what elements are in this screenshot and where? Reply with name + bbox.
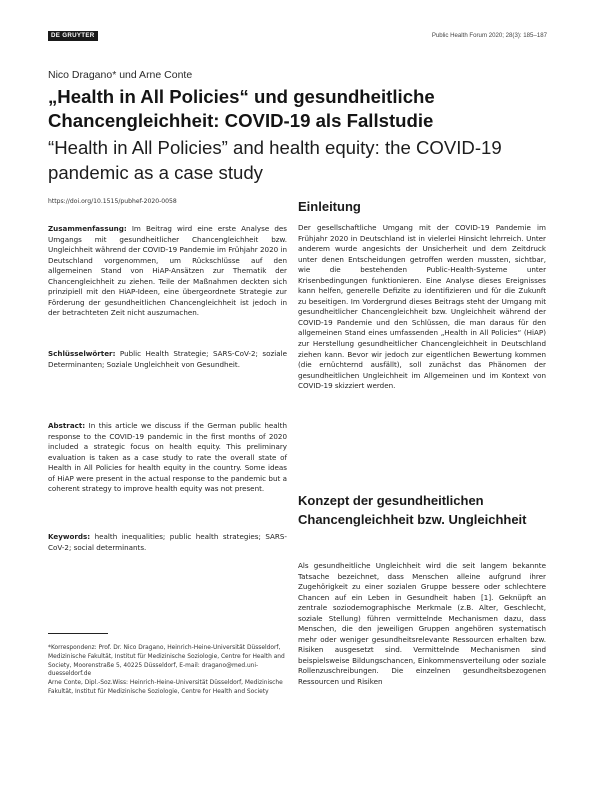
summary-label: Zusammenfassung: xyxy=(48,224,127,233)
title-german: „Health in All Policies“ und gesundheitliche Chancengleichheit: COVID-19 als Fallstudie xyxy=(48,86,435,131)
intro-text xyxy=(298,223,546,392)
abstract-block xyxy=(48,421,287,495)
keywords-de-text: Public Health Strategie; SARS-CoV-2; soziale Determinanten; Soziale Ungleichheit von Gesundheit. xyxy=(48,349,287,369)
keywords-en-block xyxy=(48,532,287,553)
abstract-text: In this article we discuss if the German public health response to the COVID-19 pandemic in the first months of 2020 included a strategic focus on health equity. This preliminary evaluation is taken as a case study to rate the overall state of Health in All Policies for health equity in the country. Some ideas of HiAP were present in the actual response to the pandemic but a coherent strategy to improve health equity was not present. xyxy=(48,421,287,494)
heading-einleitung: Einleitung xyxy=(298,199,361,214)
abstract-label: Abstract: xyxy=(48,421,86,430)
keywords-en-text: health inequalities; public health strategies; SARS-CoV-2; social determinants. xyxy=(48,532,287,552)
keywords-de-label: Schlüsselwörter: xyxy=(48,349,116,358)
footnote-correspondence: *Korrespondenz: Prof. Dr. Nico Dragano, Heinrich-Heine-Universität Düsseldorf, Medizinische Fakultät, Institut für Medizinische Soziologie, Centre for Health and Society, Moorenstraße 5, 40225 Düsseldorf, E-mail: dragano@med.uni-duesseldorf.de xyxy=(48,645,285,678)
summary-text: Im Beitrag wird eine erste Analyse des Umgangs mit gesundheitlicher Chancengleichheit bzw. Ungleichheit während der COVID-19 Pandemie im Frühjahr 2020 in Deutschland vorgenommen, um Rückschlüsse auf den allgemeinen Stand von HiAP-Ansätzen zur Thematik der Chancengleichheit zu ziehen. Teile der Maßnahmen deckten sich prinzipiell mit den HiAP-Ideen, eine übergeordnete Strategie zur Förderung der gesundheitlichen Chancengleichheit ist jedoch in der betrachteten Zeit nicht auszumachen. xyxy=(48,224,287,318)
keywords-en-label: Keywords: xyxy=(48,532,91,541)
heading-konzept: Konzept der gesundheitlichen Chancengleichheit bzw. Ungleichheit xyxy=(298,493,527,527)
concept-paragraph: Als gesundheitliche Ungleichheit wird die seit langem bekannte Tatsache bezeichnet, dass Menschen alleine aufgrund ihrer Zugehörigkeit zu einer sozialen Gruppe bessere oder schlechtere Chancen auf ein Leben in Gesundheit haben [1]. Geknüpft an zentrale soziodemographische Merkmale (z.B. Alter, Geschlecht, soziale Stellung) führen vermittelnde Mechanismen dazu, dass Menschen, die den jeweiligen Gruppen angehören systematisch mehr oder weniger gesundheitsrelevante Ressourcen erhalten bzw. Risiken ausgesetzt sind. Vermittelnde Mechanismen sind beispielsweise Bildungschancen, Einkommensverteilung oder soziale Rollenzuschreibungen. Die einzelnen gesundheitsbezogenen Ressourcen und Risiken xyxy=(298,561,546,687)
footnotes xyxy=(48,644,287,697)
title-english: “Health in All Policies” and health equity: the COVID-19 pandemic as a case study xyxy=(48,137,502,183)
keywords-de-block xyxy=(48,349,287,370)
intro-paragraph: Der gesellschaftliche Umgang mit der COVID-19 Pandemie im Frühjahr 2020 in Deutschland ist in vielerlei Hinsicht lehrreich. Unter anderem wurde angesichts der Unsicherheit und dem Zeitdruck unter denen Entscheidungen getroffen werden mussten, sichtbar, wie die bestehenden Public-Health-Systeme unter Krisenbedingungen funktionieren. Eine Analyse dieses Ereignisses kann helfen, generelle Defizite zu identifizieren und für die Zukunft zu beseitigen. Im Vordergrund dieses Beitrags steht der Umgang mit gesundheitlicher Chancengleichheit bzw. Ungleichheit während der COVID-19 Pandemie und den Schlüssen, die man daraus für den allgemeinen Stand eines umfassenden „Health in All Policies“ (HiAP) zur Herstellung gesundheitlicher Chancengleichheit in Deutschland ziehen kann. Bevor wir jedoch zur eigentlichen Bewertung kommen (die ernüchternd ausfällt), soll zunächst das Phänomen der gesundheitlichen Ungleichheit im Allgemeinen und im Kontext von COVID-19 skizziert werden. xyxy=(298,223,546,391)
journal-citation: Public Health Forum 2020; 28(3): 185–187 xyxy=(431,32,547,39)
summary-block xyxy=(48,224,287,319)
authors: Nico Dragano* und Arne Conte xyxy=(48,69,193,81)
concept-text xyxy=(298,561,546,688)
publisher-logo: DE GRUYTER xyxy=(48,31,98,41)
footnote-divider xyxy=(48,633,108,634)
footnote-coauthor: Arne Conte, Dipl.-Soz.Wiss: Heinrich-Heine-Universität Düsseldorf, Medizinische Fakultät, Institut für Medizinische Soziologie, Centre for Health and Society xyxy=(48,680,283,695)
doi-link[interactable]: https://doi.org/10.1515/pubhef-2020-0058 xyxy=(48,198,177,205)
